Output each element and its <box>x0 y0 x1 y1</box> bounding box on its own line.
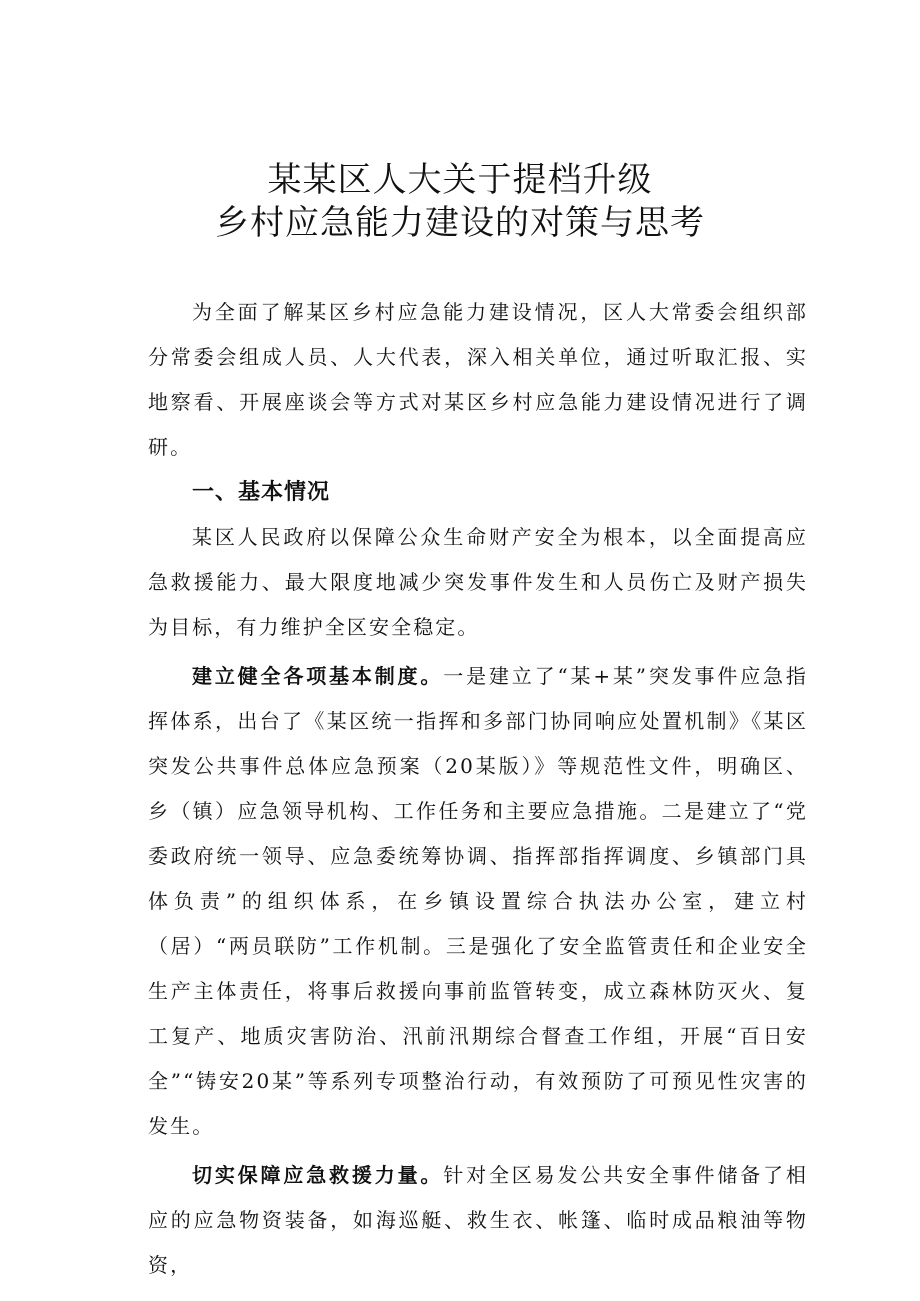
paragraph-rescue-force <box>148 1153 808 1288</box>
paragraph-systems-lead: 建立健全各项基本制度。 <box>192 664 444 688</box>
section-heading-basic-situation: 一、基本情况 <box>192 480 331 505</box>
document-title-line-2: 乡村应急能力建设的对策与思考 <box>215 203 705 243</box>
document-body <box>148 290 808 1288</box>
section1-paragraph: 某区人民政府以保障公众生命财产安全为根本，以全面提高应急救援能力、最大限度地减少突发事件发生和人员伤亡及财产损失为目标，有力维护全区安全稳定。 <box>148 525 808 639</box>
paragraph-systems <box>148 654 808 1149</box>
document-title-line-1: 某某区人大关于提档升级 <box>267 160 653 200</box>
paragraph-rescue-force-lead: 切实保障应急救援力量。 <box>192 1163 444 1187</box>
paragraph-rescue-force-text: 针对全区易发公共安全事件储备了相应的应急物资装备，如海巡艇、救生衣、帐篷、临时成品粮油等物资， <box>148 1163 808 1277</box>
paragraph-systems-text: 一是建立了“某+某”突发事件应急指挥体系，出台了《某区统一指挥和多部门协同响应处置机制》《某区突发公共事件总体应急预案（20某版）》等规范性文件，明确区、乡（镇）应急领导机构、工作任务和主要应急措施。二是建立了“党委政府统一领导、应急委统筹协调、指挥部指挥调度、乡镇部门具体负责”的组织体系，在乡镇设置综合执法办公室，建立村（居）“两员联防”工作机制。三是强化了安全监管责任和企业安全生产主体责任，将事后救援向事前监管转变，成立森林防灭火、复工复产、地质灾害防治、汛前汛期综合督查工作组，开展“百日安全”“铸安20某”等系列专项整治行动，有效预防了可预见性灾害的发生。 <box>148 664 808 1138</box>
intro-paragraph: 为全面了解某区乡村应急能力建设情况，区人大常委会组织部分常委会组成人员、人大代表，深入相关单位，通过听取汇报、实地察看、开展座谈会等方式对某区乡村应急能力建设情况进行了调研。 <box>148 300 808 459</box>
